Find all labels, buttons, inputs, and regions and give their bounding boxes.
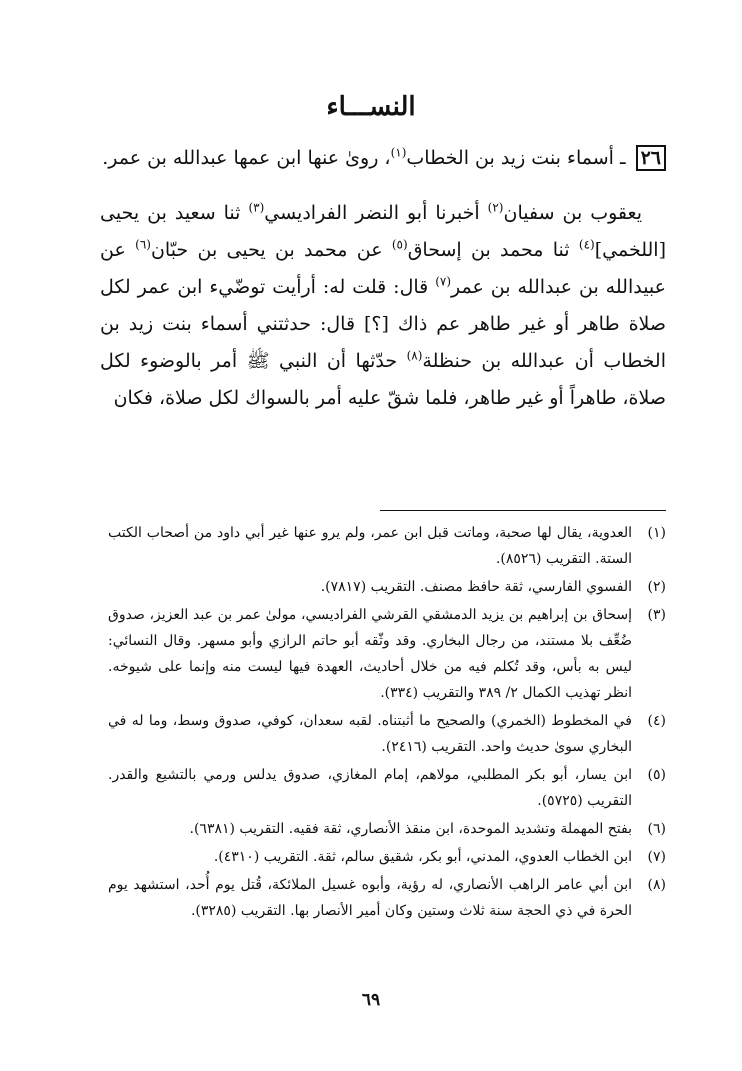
footnote-text: الفسوي الفارسي، ثقة حافظ مصنف. التقريب (٧٨١٧). <box>320 579 632 595</box>
isnad-text: أخبرنا أبو النضر الفراديسي <box>264 202 488 224</box>
footnote-number: (٢) <box>647 579 666 595</box>
entry-text-1: أسماء بنت زيد بن الخطاب <box>406 147 614 169</box>
footnote-text: بفتح المهملة وتشديد الموحدة، ابن منقذ الأنصاري، ثقة فقيه. التقريب (٦٣٨١). <box>189 821 632 837</box>
footnotes <box>108 520 666 926</box>
footnote-ref[interactable]: (٧) <box>435 274 452 289</box>
footnote-item <box>108 574 666 600</box>
footnote-item <box>108 762 666 814</box>
footnote-number: (٨) <box>647 877 666 893</box>
isnad-text: حدّثها أن النبي ﷺ أمر بالوضوء لكل صلاة، طاهراً أو غير طاهر، فلما شقّ عليه أمر بالسواك لكل صلاة، فكان <box>100 350 666 409</box>
isnad-text: ثنا سعيد بن يحيى [اللخمي] <box>100 202 666 261</box>
footnote-text: في المخطوط (الخمري) والصحيح ما أثبتناه. لقبه سعدان، كوفي، صدوق وسط، وما له في البخاري سوىٰ حديث واحد. التقريب (٢٤١٦). <box>108 713 632 755</box>
footnote-ref[interactable]: (٨) <box>406 348 423 363</box>
footnote-text: ابن يسار، أبو بكر المطلبي، مولاهم، إمام المغازي، صدوق يدلس ورمي بالتشيع والقدر. التقريب (٥٧٢٥). <box>108 767 632 809</box>
footnote-number: (١) <box>647 525 666 541</box>
footnote-ref[interactable]: (٥) <box>391 237 408 252</box>
footnote-item <box>108 520 666 572</box>
isnad-paragraph <box>100 195 666 417</box>
isnad-text: يعقوب بن سفيان <box>503 202 642 224</box>
main-text <box>100 140 666 417</box>
isnad-text: عن عبيدالله بن عبدالله بن عمر <box>100 239 667 298</box>
footnote-number: (٧) <box>647 849 666 865</box>
footnote-item <box>108 708 666 760</box>
footnote-ref[interactable]: (١) <box>390 145 407 160</box>
footnote-number: (٦) <box>647 821 666 837</box>
footnote-number: (٣) <box>647 607 666 623</box>
isnad-text: قال: قلت له: أرأيت توضّيء ابن عمر لكل صلاة طاهر أو غير طاهر عم ذاك [؟] قال: حدثتني أسماء بنت زيد بن الخطاب أن عبدالله بن حنظلة <box>100 276 666 372</box>
footnote-ref[interactable]: (٣) <box>248 200 265 215</box>
entry-text-2: ، روىٰ عنها ابن عمها عبدالله بن عمر. <box>102 147 391 169</box>
footnote-divider <box>380 510 666 511</box>
footnote-text: العدوية، يقال لها صحبة، وماتت قبل ابن عمر، ولم يرو عنها غير أبي داود من أصحاب الكتب الستة. التقريب (٨٥٢٦). <box>108 525 632 567</box>
footnote-item <box>108 602 666 706</box>
footnote-ref[interactable]: (٤) <box>578 237 595 252</box>
isnad-text: عن محمد بن يحيى بن حبّان <box>150 239 392 261</box>
isnad-text: ثنا محمد بن إسحاق <box>407 239 579 261</box>
footnote-item <box>108 872 666 924</box>
entry-paragraph <box>100 140 666 177</box>
footnote-number: (٥) <box>647 767 666 783</box>
chapter-title: النســـاء <box>326 92 416 122</box>
entry-separator: ـ <box>613 147 632 169</box>
footnote-text: إسحاق بن إبراهيم بن يزيد الدمشقي القرشي الفراديسي، مولىٰ عمر بن عبد العزيز، صدوق ضُعِّف بلا مستند، من رجال البخاري. وقد وثّقه أبو حاتم الرازي وأبو مسهر. وقال النسائي: ليس به بأس، وقد تُكلم فيه من خلال أحاديث، العهدة فيها ليست منه وإنما على شيوخه. انظر تهذيب الكمال ٢/ ٣٨٩ والتقريب (٣٣٤). <box>108 607 632 701</box>
footnote-text: ابن أبي عامر الراهب الأنصاري، له رؤية، وأبوه غسيل الملائكة، قُتل يوم أُحد، استشهد يوم الحرة في ذي الحجة سنة ثلاث وستين وكان أمير الأنصار بها. التقريب (٣٢٨٥). <box>108 877 632 919</box>
footnote-item <box>108 844 666 870</box>
footnote-ref[interactable]: (٢) <box>487 200 504 215</box>
footnote-number: (٤) <box>647 713 666 729</box>
footnote-ref[interactable]: (٦) <box>135 237 151 252</box>
footnote-item <box>108 816 666 842</box>
footnote-text: ابن الخطاب العدوي، المدني، أبو بكر، شقيق سالم، ثقة. التقريب (٤٣١٠). <box>213 849 632 865</box>
entry-number: ٢٦ <box>636 145 666 171</box>
page-number: ٦٩ <box>361 990 381 1010</box>
